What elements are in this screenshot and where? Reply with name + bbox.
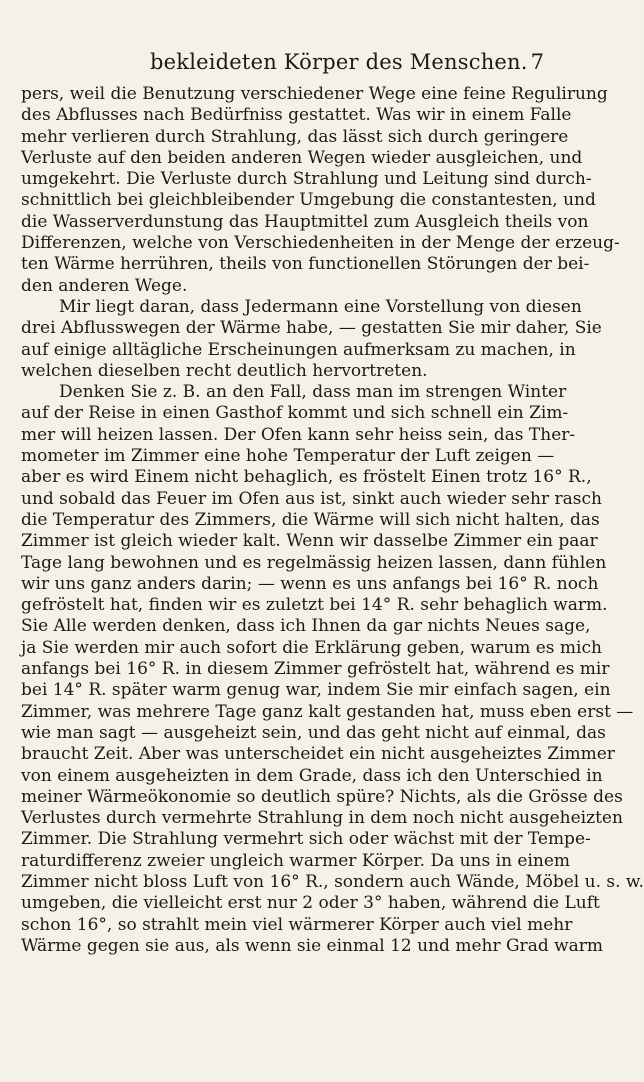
text-line: den anderen Wege.: [21, 275, 188, 296]
text-line: welchen dieselben recht deutlich hervortreten.: [21, 360, 428, 381]
text-line: die Temperatur des Zimmers, die Wärme will sich nicht halten, das: [21, 509, 600, 530]
running-head-title: bekleideten Körper des Menschen.: [150, 50, 528, 74]
text-line: von einem ausgeheizten in dem Grade, dass ich den Unterschied in: [21, 765, 603, 786]
running-head: [20, 50, 544, 78]
text-line: Zimmer nicht bloss Luft von 16° R., sondern auch Wände, Möbel u. s. w.: [21, 871, 644, 892]
text-line: Tage lang bewohnen und es regelmässig heizen lassen, dann fühlen: [21, 552, 607, 573]
text-line: meiner Wärmeökonomie so deutlich spüre? Nichts, als die Grösse des: [21, 786, 623, 807]
text-line: Wärme gegen sie aus, als wenn sie einmal 12 und mehr Grad warm: [21, 935, 604, 956]
text-line: auf einige alltägliche Erscheinungen aufmerksam zu machen, in: [21, 339, 576, 360]
text-line: mometer im Zimmer eine hohe Temperatur der Luft zeigen —: [21, 446, 555, 467]
paragraph-first-line: Mir liegt daran, dass Jedermann eine Vorstellung von diesen: [59, 296, 582, 317]
text-line: und sobald das Feuer im Ofen aus ist, sinkt auch wieder sehr rasch: [21, 488, 602, 509]
text-line: auf der Reise in einen Gasthof kommt und sich schnell ein Zim-: [21, 403, 569, 424]
text-line: anfangs bei 16° R. in diesem Zimmer gefröstelt hat, während es mir: [21, 659, 610, 680]
text-line: wie man sagt — ausgeheizt sein, und das geht nicht auf einmal, das: [21, 722, 606, 743]
body-text: [21, 84, 644, 957]
text-line: umgeben, die vielleicht erst nur 2 oder 3° haben, während die Luft: [21, 893, 600, 914]
text-line: schnittlich bei gleichbleibender Umgebung die constantesten, und: [21, 190, 596, 211]
text-line: wir uns ganz anders darin; — wenn es uns anfangs bei 16° R. noch: [21, 573, 599, 594]
text-line: die Wasserverdunstung das Hauptmittel zum Ausgleich theils von: [21, 211, 589, 232]
text-line: aber es wird Einem nicht behaglich, es fröstelt Einen trotz 16° R.,: [21, 467, 592, 488]
text-line: Verlustes durch vermehrte Strahlung in dem noch nicht ausgeheizten: [21, 808, 623, 829]
text-line: raturdifferenz zweier ungleich warmer Körper. Da uns in einem: [21, 850, 571, 871]
text-line: mer will heizen lassen. Der Ofen kann sehr heiss sein, das Ther-: [21, 424, 576, 445]
text-line: Zimmer ist gleich wieder kalt. Wenn wir dasselbe Zimmer ein paar: [21, 531, 598, 552]
text-line: ten Wärme herrühren, theils von functionellen Störungen der bei-: [21, 254, 590, 275]
text-line: braucht Zeit. Aber was unterscheidet ein nicht ausgeheiztes Zimmer: [21, 744, 615, 765]
text-line: umgekehrt. Die Verluste durch Strahlung und Leitung sind durch-: [21, 169, 592, 190]
text-line: drei Abflusswegen der Wärme habe, — gestatten Sie mir daher, Sie: [21, 318, 602, 339]
text-line: Differenzen, welche von Verschiedenheiten in der Menge der erzeug-: [21, 233, 620, 254]
text-line: Zimmer. Die Strahlung vermehrt sich oder wächst mit der Tempe-: [21, 829, 591, 850]
text-line: Zimmer, was mehrere Tage ganz kalt gestanden hat, muss eben erst —: [21, 701, 634, 722]
text-line: Sie Alle werden denken, dass ich Ihnen da gar nichts Neues sage,: [21, 616, 591, 637]
text-line: mehr verlieren durch Strahlung, das lässt sich durch geringere: [21, 126, 569, 147]
text-line: gefröstelt hat, finden wir es zuletzt bei 14° R. sehr behaglich warm.: [21, 595, 608, 616]
text-line: pers, weil die Benutzung verschiedener Wege eine feine Regulirung: [21, 84, 608, 104]
text-line: schon 16°, so strahlt mein viel wärmerer Körper auch viel mehr: [21, 914, 573, 935]
paragraph-first-line: Denken Sie z. B. an den Fall, dass man im strengen Winter: [59, 382, 567, 403]
text-line: bei 14° R. später warm genug war, indem Sie mir einfach sagen, ein: [21, 680, 611, 701]
page-number: 7: [530, 50, 544, 74]
text-line: ja Sie werden mir auch sofort die Erklärung geben, warum es mich: [21, 637, 602, 658]
text-line: des Abflusses nach Bedürfniss gestattet. Was wir in einem Falle: [21, 105, 572, 126]
text-line: Verluste auf den beiden anderen Wegen wieder ausgleichen, und: [21, 147, 583, 168]
